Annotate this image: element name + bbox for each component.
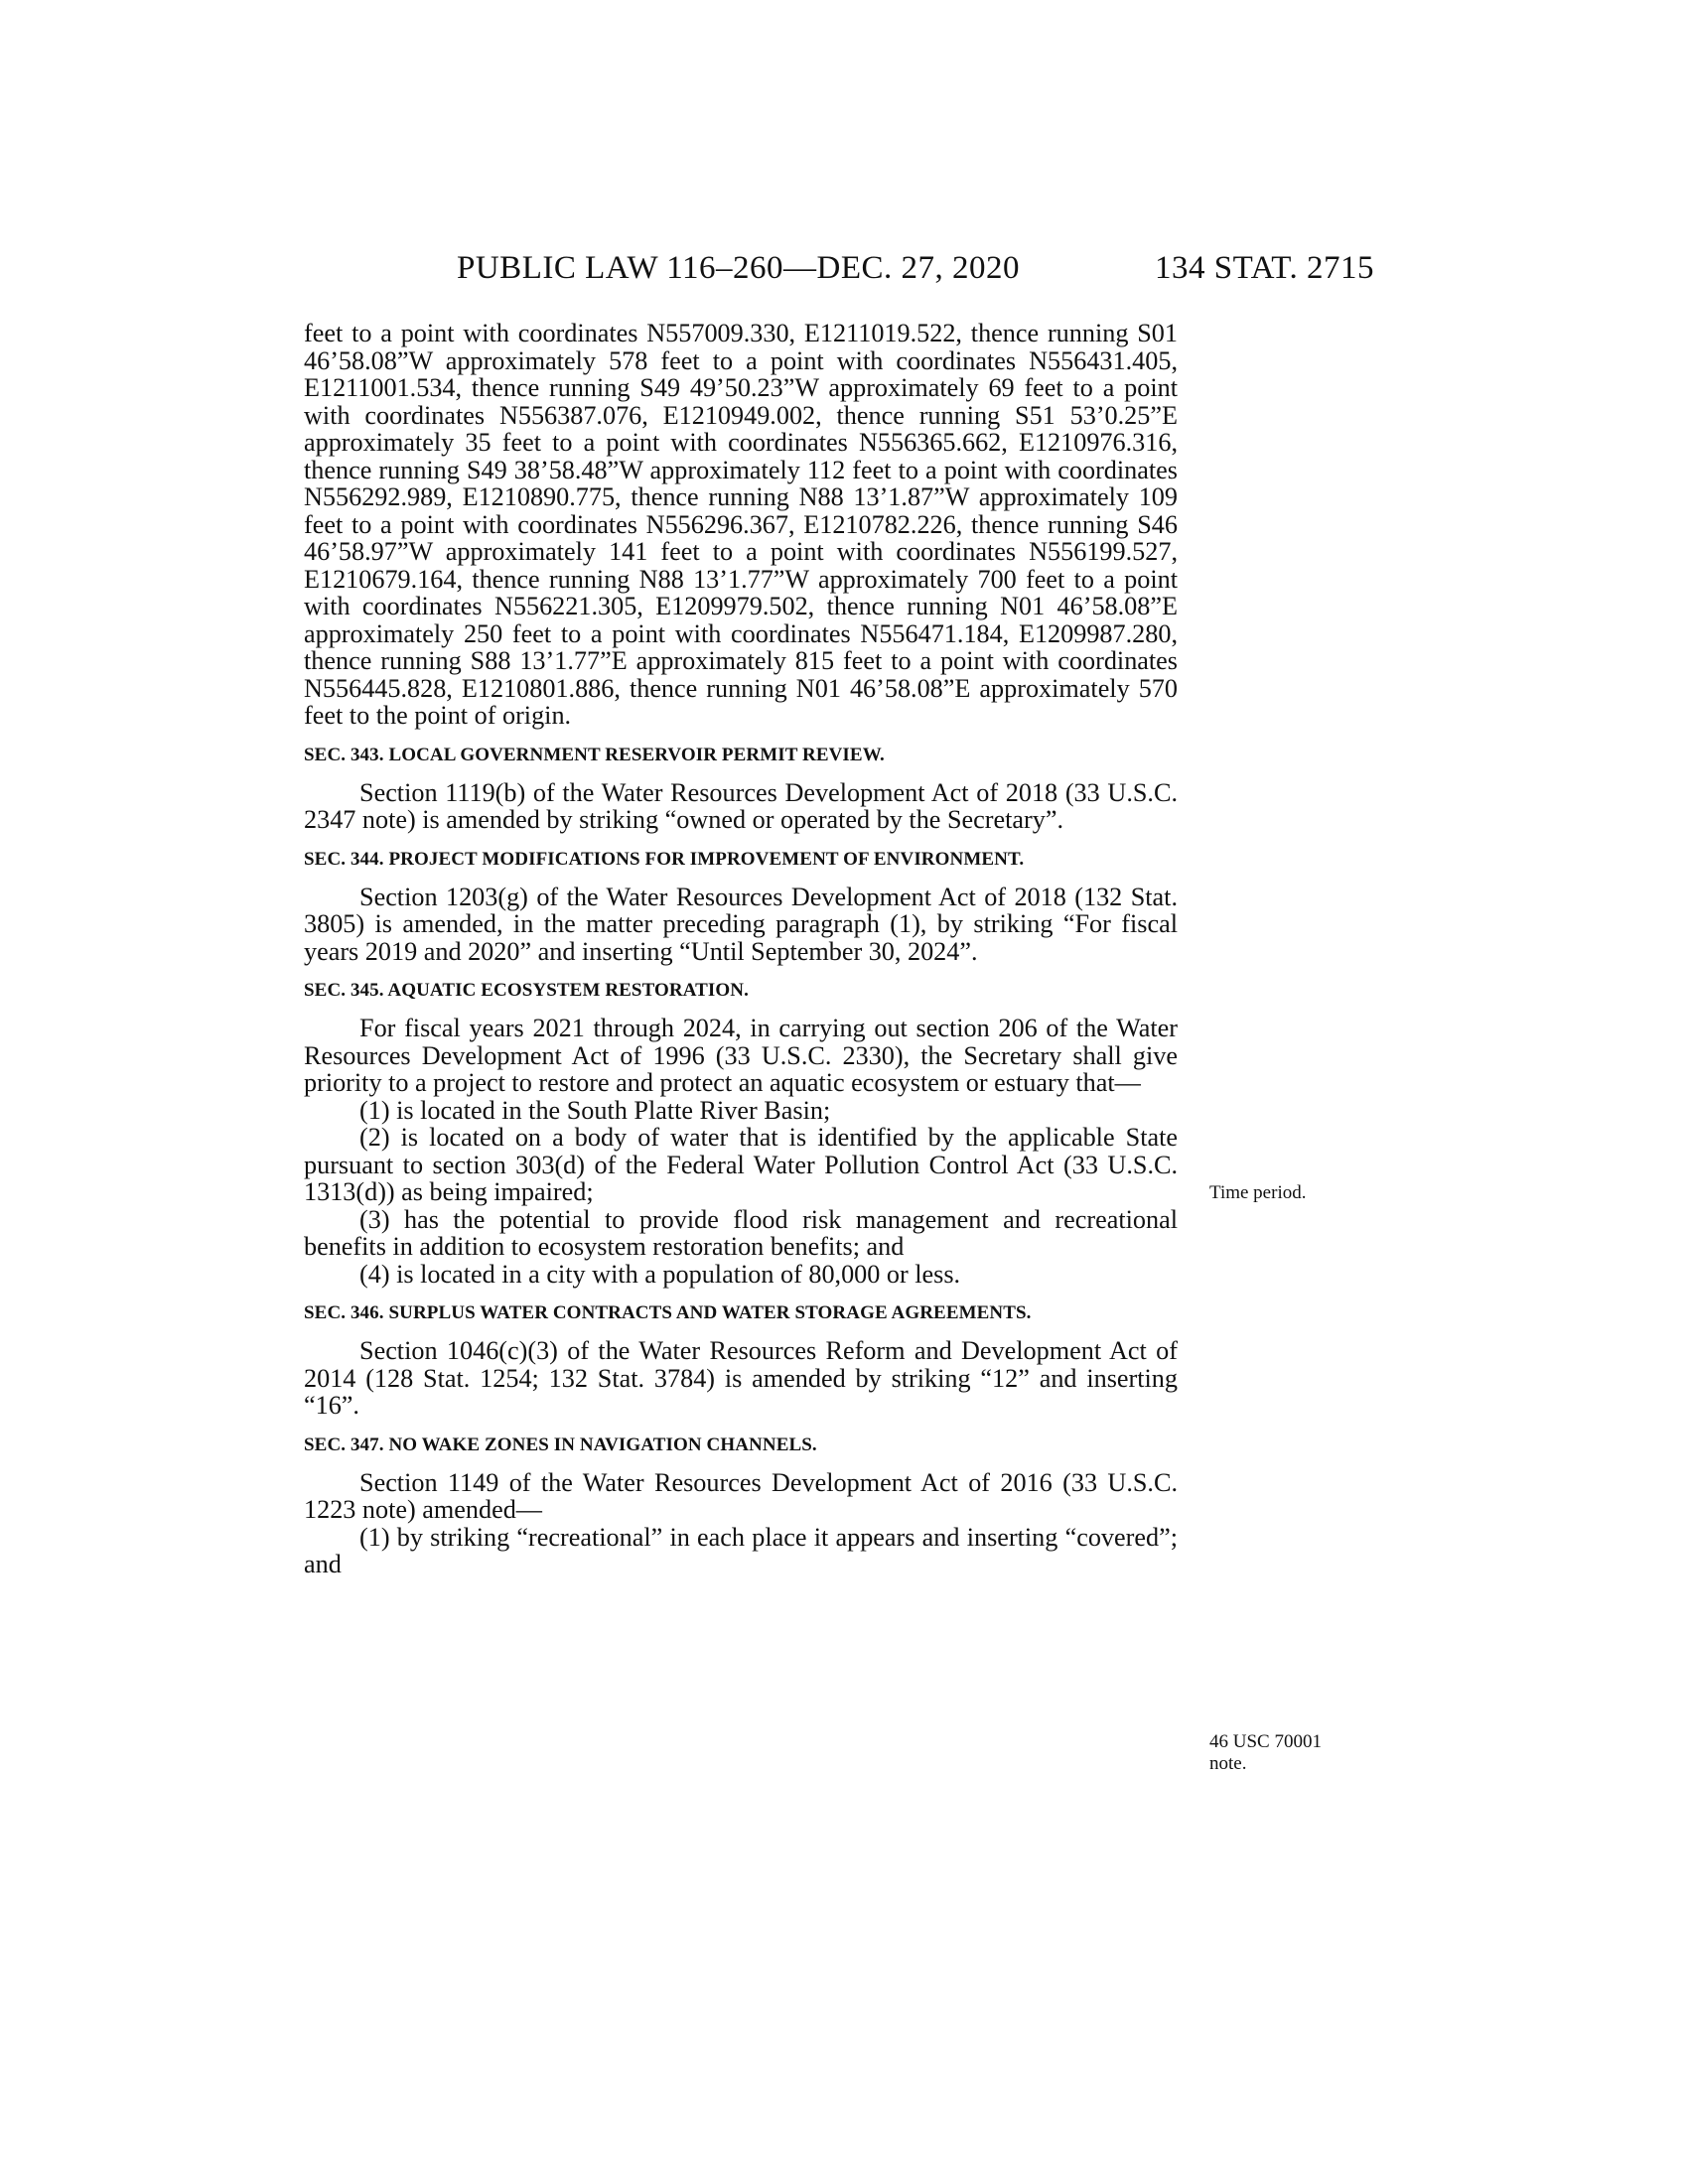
section-345-item-1: (1) is located in the South Platte River Basin; — [359, 1095, 831, 1125]
section-343-heading: SEC. 343. LOCAL GOVERNMENT RESERVOIR PERMIT REVIEW. — [304, 744, 885, 765]
body-text — [304, 320, 1178, 1578]
section-345-item-2: (2) is located on a body of water that is identified by the applicable State pursuant to section 303(d) of the Federal Water Pollution Control Act (33 U.S.C. 1313(d)) as being impaired; — [304, 1123, 1178, 1206]
section-345-text: For fiscal years 2021 through 2024, in carrying out section 206 of the Water Resources Development Act of 1996 (33 U.S.C. 2330), the Secretary shall give priority to a project to restore and protect an aquatic ecosystem or estuary that— — [304, 1014, 1178, 1097]
section-344-heading: SEC. 344. PROJECT MODIFICATIONS FOR IMPROVEMENT OF ENVIRONMENT. — [304, 848, 1025, 870]
section-346-text: Section 1046(c)(3) of the Water Resources Reform and Development Act of 2014 (128 Stat. 1254; 132 Stat. 3784) is amended by striking “12” and inserting “16”. — [304, 1336, 1178, 1420]
header-title: PUBLIC LAW 116–260—DEC. 27, 2020 — [457, 250, 1021, 286]
section-347-item-1: (1) by striking “recreational” in each place it appears and inserting “covered”; and — [304, 1522, 1178, 1578]
intro-paragraph: feet to a point with coordinates N557009.330, E1211019.522, thence running S01 46’58.08”W approximately 578 feet to a point with coordinates N556431.405, E1211001.534, thence running S49 49’50.23”W approximately 69 feet to a point with coordinates N556387.076, E1210949.002, thence running S51 53’0.25”E approximately 35 feet to a point with coordinates N556365.662, E1210976.316, thence running S49 38’58.48”W approximately 112 feet to a point with coordinates N556292.989, E1210890.775, thence running N88 13’1.87”W approximately 109 feet to a point with coordinates N556296.367, E1210782.226, thence running S46 46’58.97”W approximately 141 feet to a point with coordinates N556199.527, E1210679.164, thence running N88 13’1.77”W approximately 700 feet to a point with coordinates N556221.305, E1209979.502, thence running N01 46’58.08”E approximately 250 feet to a point with coordinates N556471.184, E1209987.280, thence running S88 13’1.77”E approximately 815 feet to a point with coordinates N556445.828, E1210801.886, thence running N01 46’58.08”E approximately 570 feet to the point of origin. — [304, 319, 1178, 730]
section-343-text: Section 1119(b) of the Water Resources Development Act of 2018 (33 U.S.C. 2347 note) is amended by striking “owned or operated by the Secretary”. — [304, 777, 1178, 834]
section-347-text: Section 1149 of the Water Resources Development Act of 2016 (33 U.S.C. 1223 note) amended— — [304, 1467, 1178, 1524]
margin-note-time-period: Time period. — [1209, 1182, 1307, 1203]
section-345-item-4: (4) is located in a city with a population of 80,000 or less. — [359, 1259, 961, 1289]
page-header — [457, 250, 1374, 290]
margin-note-usc: 46 USC 70001 note. — [1209, 1731, 1322, 1774]
section-346-heading: SEC. 346. SURPLUS WATER CONTRACTS AND WATER STORAGE AGREEMENTS. — [304, 1302, 1032, 1323]
section-345-item-3: (3) has the potential to provide flood risk management and recreational benefits in addition to ecosystem restoration benefits; and — [304, 1204, 1178, 1261]
section-347-heading: SEC. 347. NO WAKE ZONES IN NAVIGATION CHANNELS. — [304, 1433, 817, 1455]
section-344-text: Section 1203(g) of the Water Resources Development Act of 2018 (132 Stat. 3805) is amended, in the matter preceding paragraph (1), by striking “For fiscal years 2019 and 2020” and inserting “Until September 30, 2024”. — [304, 882, 1178, 966]
header-stat-citation: 134 STAT. 2715 — [1154, 250, 1374, 286]
section-345-heading: SEC. 345. AQUATIC ECOSYSTEM RESTORATION. — [304, 980, 749, 1001]
